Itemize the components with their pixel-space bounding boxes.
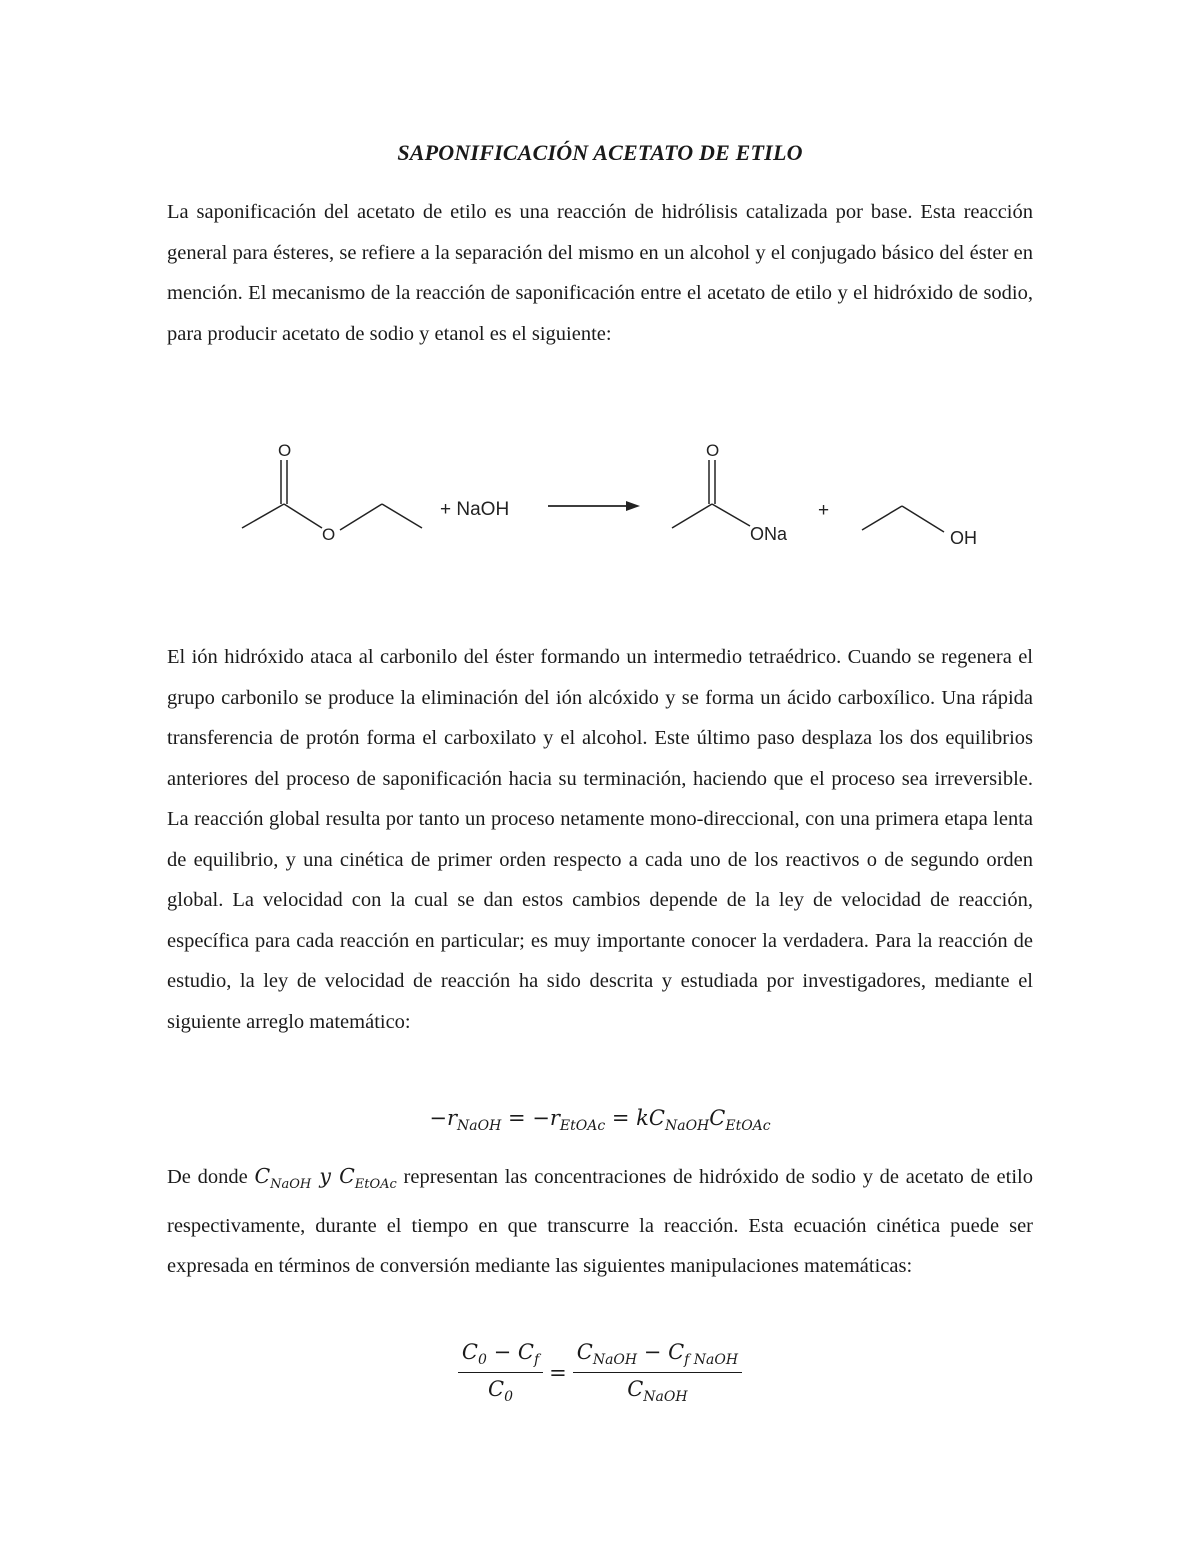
saponification-reaction-scheme: [230, 430, 1010, 560]
text-span: De donde: [167, 1166, 255, 1188]
right-numerator: [573, 1340, 742, 1373]
left-denominator: [484, 1373, 517, 1405]
text-span: representan las concentraciones de hidróxido de sodio y de acetato de etilo respectivamente, durante el tiempo en que transcurre la reacción. Esta ecuación cinética puede ser expresada en términos de conversión mediante las siguientes manipulaciones matemáticas:: [167, 1166, 1033, 1277]
equals-sign: =: [605, 1106, 637, 1130]
minus-sign: −: [486, 1340, 518, 1364]
concentration-symbol: C: [576, 1340, 593, 1364]
concentration-subscript: NaOH: [270, 1177, 312, 1192]
concentration-subscript: 0: [504, 1389, 514, 1405]
concentration-subscript: 0: [478, 1352, 487, 1368]
concentration-symbol: C: [461, 1340, 478, 1364]
carbonyl-oxygen-label-product: O: [706, 441, 720, 460]
hydroxyl-label: OH: [950, 528, 977, 548]
reaction-arrow: [548, 501, 640, 511]
concentration-symbol: C: [488, 1377, 505, 1401]
rate-symbol: r: [446, 1106, 458, 1130]
concentration-subscript: NaOH: [643, 1389, 688, 1405]
concentration-subscript: f NaOH: [684, 1352, 739, 1368]
concentration-symbol: C: [709, 1106, 726, 1130]
equals-sign: =: [549, 1360, 567, 1385]
ethyl-acetate-structure: [242, 441, 422, 544]
rate-law-equation: [0, 1106, 1200, 1134]
ona-label: ONa: [750, 524, 788, 544]
minus-sign: −: [637, 1340, 669, 1364]
concentration-subscript: NaOH: [664, 1118, 710, 1134]
concentration-subscript: NaOH: [592, 1352, 638, 1368]
inline-c-etoac: [339, 1164, 397, 1192]
plus-naoh-label: + NaOH: [440, 499, 510, 520]
paragraph-conversion: [167, 1156, 1033, 1287]
concentration-symbol: C: [648, 1106, 665, 1130]
inline-y: y: [311, 1164, 340, 1188]
carbonyl-oxygen-label: O: [278, 441, 292, 460]
document-title: SAPONIFICACIÓN ACETATO DE ETILO: [397, 140, 803, 165]
left-fraction: [458, 1340, 543, 1405]
rate-subscript: NaOH: [457, 1118, 502, 1134]
concentration-subscript: f: [533, 1352, 540, 1368]
minus-sign: −: [429, 1106, 447, 1130]
inline-c-naoh: [254, 1164, 312, 1192]
rate-constant: k: [636, 1106, 649, 1130]
left-numerator: [458, 1340, 543, 1373]
concentration-symbol: C: [517, 1340, 534, 1364]
ester-oxygen-label: O: [322, 525, 336, 544]
right-denominator: [623, 1373, 691, 1405]
concentration-subscript: EtOAc: [725, 1118, 771, 1134]
paragraph-intro: La saponificación del acetato de etilo es una reacción de hidrólisis catalizada por base. Esta reacción general para ésteres, se refiere a la separación del mismo en un alcohol y el conjugado básico del éster en mención. El mecanismo de la reacción de saponificación entre el acetato de etilo y el hidróxido de sodio, para producir acetato de sodio y etanol es el siguiente:: [167, 201, 1033, 345]
paragraph-mechanism: El ión hidróxido ataca al carbonilo del éster formando un intermedio tetraédrico. Cuando se regenera el grupo carbonilo se produce la eliminación del ión alcóxido y se forma un ácido carboxílico. Una rápida transferencia de protón forma el carboxilato y el alcohol. Este último paso desplaza los dos equilibrios anteriores del proceso de saponificación hacia su terminación, haciendo que el proceso sea irreversible. La reacción global resulta por tanto un proceso netamente mono-direccional, con una primera etapa lenta de equilibrio, y una cinética de primer orden respecto a cada uno de los reactivos o de segundo orden global. La velocidad con la cual se dan estos cambios depende de la ley de velocidad de reacción, específica para cada reacción en particular; es muy importante conocer la verdadera. Para la reacción de estudio, la ley de velocidad de reacción ha sido descrita y estudiada por investigadores, mediante el siguiente arreglo matemático:: [167, 646, 1033, 1033]
ethanol-structure: [862, 506, 977, 548]
rate-symbol: r: [549, 1106, 560, 1130]
concentration-symbol: C: [668, 1340, 685, 1364]
right-fraction: [573, 1340, 742, 1405]
minus-sign: −: [532, 1106, 550, 1130]
concentration-subscript: EtOAc: [354, 1177, 397, 1192]
concentration-symbol: C: [627, 1377, 644, 1401]
concentration-symbol: C: [254, 1164, 271, 1188]
rate-subscript: EtOAc: [559, 1118, 606, 1134]
equals-sign: =: [501, 1106, 533, 1130]
conversion-equation: [0, 1340, 1200, 1405]
concentration-symbol: C: [339, 1164, 355, 1188]
plus-sign: +: [818, 500, 830, 521]
sodium-acetate-structure: [672, 441, 788, 544]
